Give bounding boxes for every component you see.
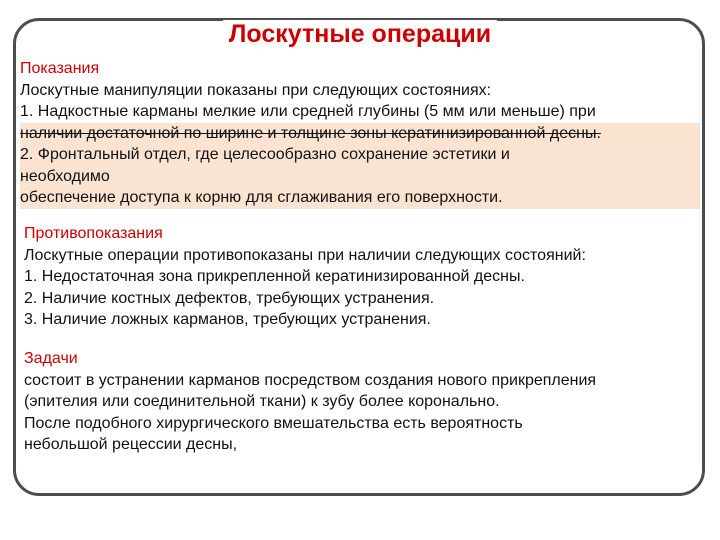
contraindications-line: 3. Наличие ложных карманов, требующих устранения. xyxy=(24,311,431,328)
slide-title-wrap xyxy=(0,20,720,49)
contraindications-section xyxy=(24,223,684,331)
slide-title: Лоскутные операции xyxy=(223,20,497,49)
tasks-line: небольшой рецессии десны, xyxy=(24,436,238,453)
indications-line: Лоскутные манипуляции показаны при следующих состояниях: xyxy=(20,81,492,99)
indications-section xyxy=(20,58,700,209)
tasks-line: состоит в устранении карманов посредством создания нового прикрепления xyxy=(24,371,597,389)
indications-line: 1. Надкостные карманы мелкие или средней глубины (5 мм или меньше) при xyxy=(20,103,596,120)
indications-line-struck: наличии достаточной по ширине и толщине зоны кератинизированной десны. xyxy=(20,123,700,145)
tasks-section xyxy=(24,348,684,456)
indications-line: обеспечение доступа к корню для сглаживания его поверхности. xyxy=(20,187,700,209)
indications-line: 2. Фронтальный отдел, где целесообразно сохранение эстетики и xyxy=(20,144,700,166)
indications-heading: Показания xyxy=(20,60,100,77)
contraindications-heading: Противопоказания xyxy=(24,225,163,242)
contraindications-line: Лоскутные операции противопоказаны при наличии следующих состояний: xyxy=(24,246,586,264)
tasks-line: После подобного хирургического вмешательства есть вероятность xyxy=(24,414,523,432)
contraindications-line: 1. Недостаточная зона прикрепленной кератинизированной десны. xyxy=(24,268,525,285)
indications-line: необходимо xyxy=(20,166,700,188)
contraindications-line: 2. Наличие костных дефектов, требующих устранения. xyxy=(24,289,435,307)
tasks-heading: Задачи xyxy=(24,350,78,367)
tasks-line: (эпителия или соединительной ткани) к зубу более коронально. xyxy=(24,393,500,410)
